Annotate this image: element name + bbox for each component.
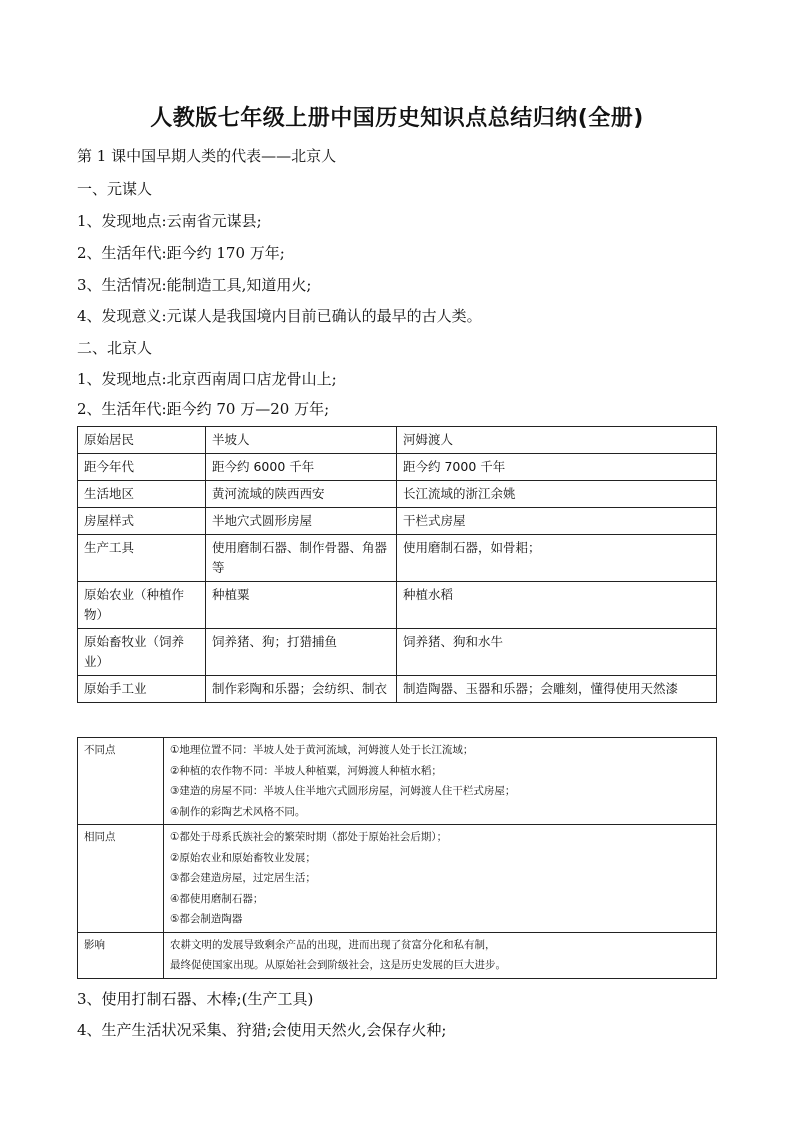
table-cell: 原始农业（种植作物） (78, 582, 206, 629)
row-label-similarities: 相同点 (78, 825, 164, 933)
page-title: 人教版七年级上册中国历史知识点总结归纳(全册) (150, 106, 644, 131)
table-row (78, 508, 717, 535)
table-row (78, 454, 717, 481)
table-cell: 长江流域的浙江余姚 (397, 481, 717, 508)
table-cell: 种植粟 (206, 582, 397, 629)
comparison-table (77, 426, 717, 703)
list-item: ③建造的房屋不同：半坡人住半地穴式圆形房屋，河姆渡人住干栏式房屋； (170, 785, 516, 797)
table-cell: 房屋样式 (78, 508, 206, 535)
list-item: ④都使用磨制石器； (170, 892, 264, 905)
table-cell: 距今约 6000 千年 (206, 454, 397, 481)
table-cell: 使用磨制石器，如骨耜； (397, 535, 717, 582)
table-cell: 原始手工业 (78, 676, 206, 703)
table-cell: 黄河流域的陕西西安 (206, 481, 397, 508)
table-cell: 原始畜牧业（饲养业） (78, 629, 206, 676)
list-item: ④制作的彩陶艺术风格不同。 (170, 805, 306, 818)
table-cell: 种植水稻 (397, 582, 717, 629)
table-cell: 原始居民 (78, 427, 206, 454)
list-item: ⑤都会制造陶器 (170, 913, 243, 925)
row-label-differences: 不同点 (78, 738, 164, 825)
table-cell: 生活地区 (78, 481, 206, 508)
table-cell: 距今约 7000 千年 (397, 454, 717, 481)
list-item: 农耕文明的发展导致剩余产品的出现，进而出现了贫富分化和私有制， (170, 938, 496, 951)
table-cell: 生产工具 (78, 535, 206, 582)
table-cell: 半地穴式圆形房屋 (206, 508, 397, 535)
differences-list (164, 738, 717, 825)
list-item: ②原始农业和原始畜牧业发展； (170, 851, 316, 864)
similarities-list (164, 825, 717, 933)
table-cell: 距今年代 (78, 454, 206, 481)
table-row (78, 535, 717, 582)
lesson-heading: 第 1 课中国早期人类的代表——北京人 (77, 147, 337, 165)
table-cell: 制作彩陶和乐器；会纺织、制衣 (206, 676, 397, 703)
table-cell: 使用磨制石器、制作骨器、角器等 (206, 535, 397, 582)
table-header-row (78, 427, 717, 454)
list-item: ③都会建造房屋，过定居生活； (170, 872, 316, 884)
text-line: 2、生活年代:距今约 70 万—20 万年; (77, 400, 330, 418)
influence-text (164, 932, 717, 978)
list-item: 最终促使国家出现。从原始社会到阶级社会，这是历史发展的巨大进步。 (170, 959, 506, 971)
list-item: ②种植的农作物不同：半坡人种植粟，河姆渡人种植水稻； (170, 764, 442, 777)
table-row (78, 481, 717, 508)
text-line: 3、生活情况:能制造工具,知道用火; (77, 276, 312, 294)
table-cell: 饲养猪、狗；打猎捕鱼 (206, 629, 397, 676)
table-row (78, 629, 717, 676)
table-cell: 干栏式房屋 (397, 508, 717, 535)
section-heading-yuanmou: 一、元谋人 (77, 180, 153, 198)
table-row (78, 582, 717, 629)
text-line: 4、发现意义:元谋人是我国境内目前已确认的最早的古人类。 (77, 307, 482, 325)
table-row (78, 738, 717, 825)
table-cell: 河姆渡人 (397, 427, 717, 454)
table-cell: 半坡人 (206, 427, 397, 454)
table-row (78, 825, 717, 933)
text-line: 1、发现地点:北京西南周口店龙骨山上; (77, 370, 337, 388)
table-row (78, 932, 717, 978)
text-line: 4、生产生活状况采集、狩猎;会使用天然火,会保存火种; (77, 1021, 447, 1039)
list-item: ①地理位置不同：半坡人处于黄河流域，河姆渡人处于长江流域； (170, 744, 474, 756)
section-heading-beijing: 二、北京人 (77, 339, 153, 357)
table-cell: 制造陶器、玉器和乐器；会雕刻，懂得使用天然漆 (397, 676, 717, 703)
table-cell: 饲养猪、狗和水牛 (397, 629, 717, 676)
table-row (78, 676, 717, 703)
text-line: 3、使用打制石器、木棒;(生产工具) (77, 990, 314, 1008)
list-item: ①都处于母系氏族社会的繁荣时期（都处于原始社会后期）； (170, 831, 448, 843)
similarities-differences-table (77, 737, 717, 979)
text-line: 1、发现地点:云南省元谋县; (77, 212, 262, 230)
text-line: 2、生活年代:距今约 170 万年; (77, 244, 285, 262)
row-label-influence: 影响 (78, 932, 164, 978)
